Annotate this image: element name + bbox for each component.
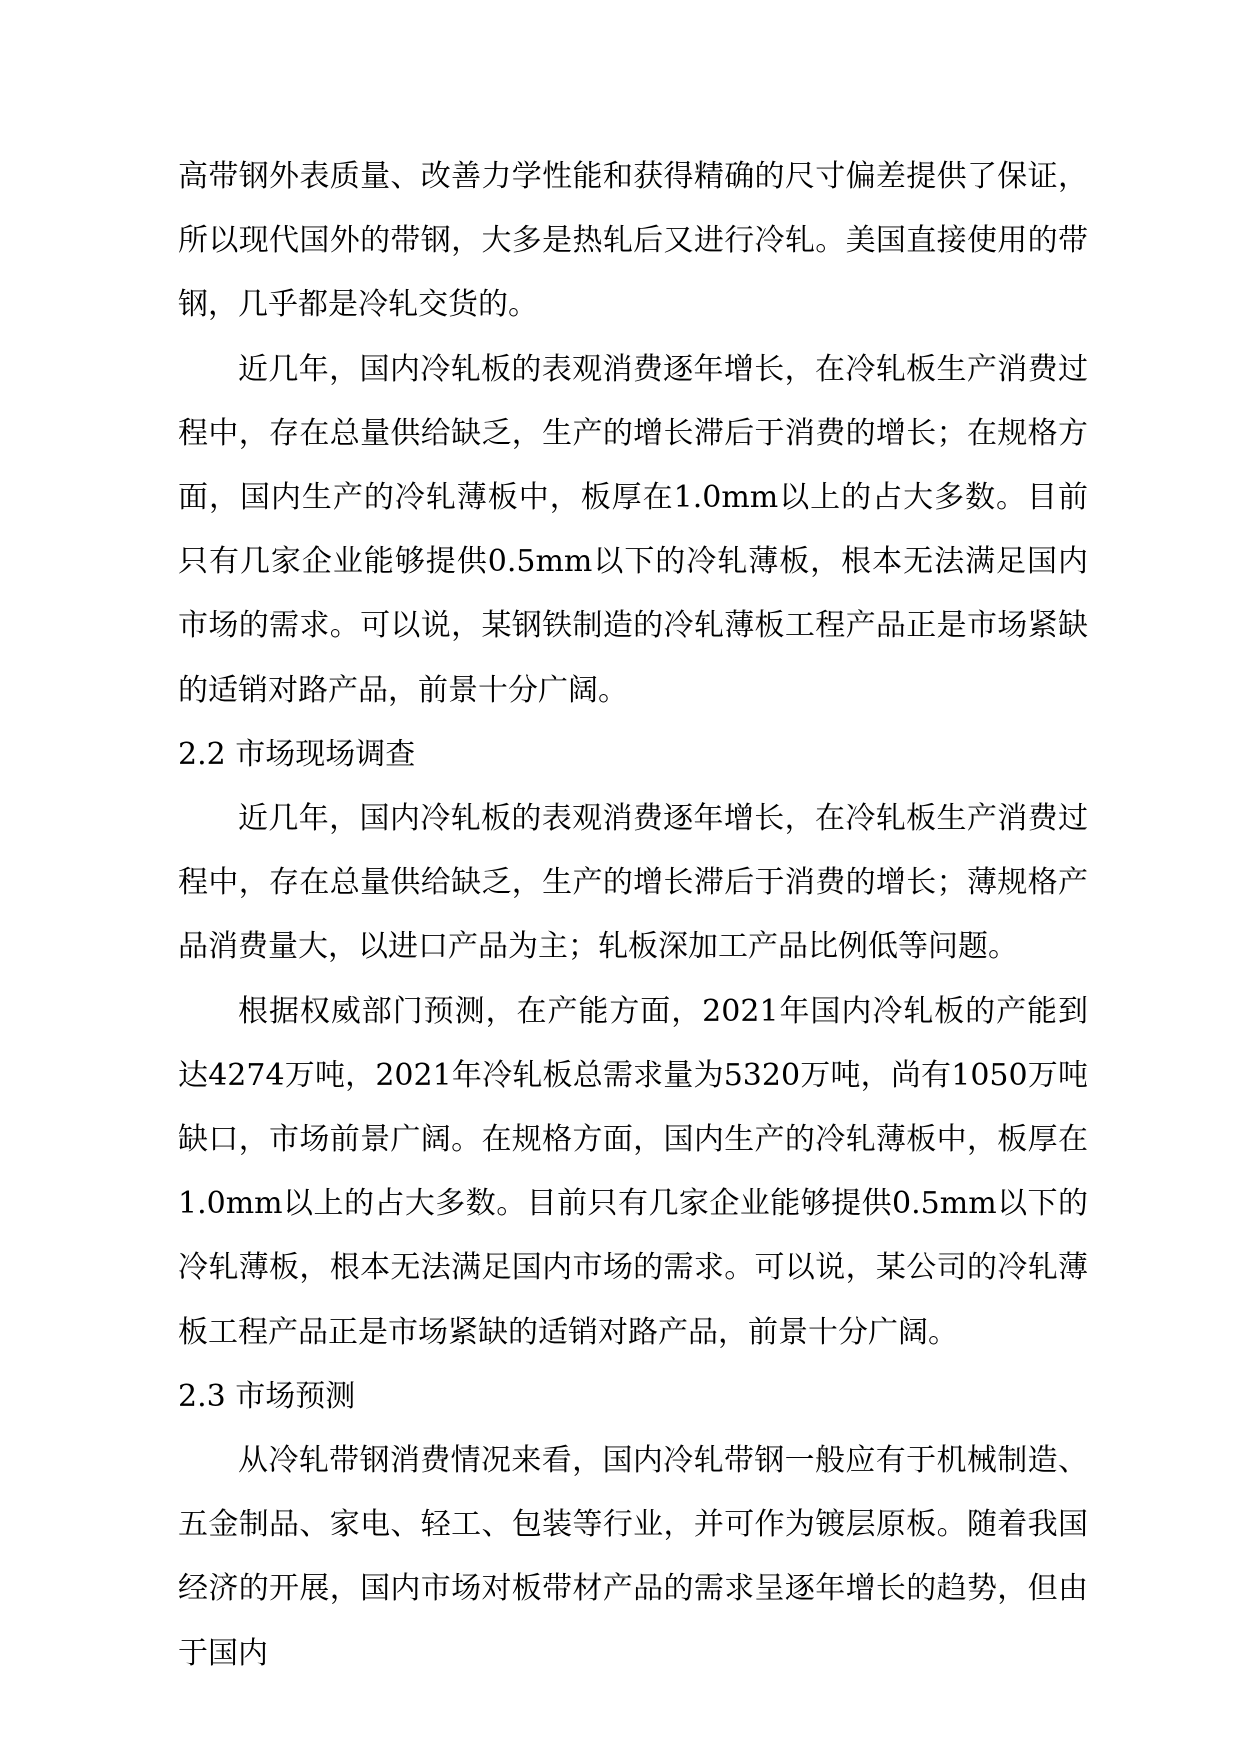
paragraph-cold-rolled-consumption: 近几年，国内冷轧板的表观消费逐年增长，在冷轧板生产消费过程中，存在总量供给缺乏，生产的增长滞后于消费的增长；在规格方面，国内生产的冷轧薄板中，板厚在1.0mm以上的占大多数。目前只有几家企业能够提供0.5mm以下的冷轧薄板，根本无法满足国内市场的需求。可以说，某钢铁制造的冷轧薄板工程产品正是市场紧缺的适销对路产品，前景十分广阔。 [178,351,1088,708]
paragraph-market-prediction: 从冷轧带钢消费情况来看，国内冷轧带钢一般应有于机械制造、五金制品、家电、轻工、包装等行业，并可作为镀层原板。随着我国经济的开展，国内市场对板带材产品的需求呈逐年增长的趋势，但由于国内 [178,1443,1088,1671]
paragraph-continuation: 高带钢外表质量、改善力学性能和获得精确的尺寸偏差提供了保证，所以现代国外的带钢，大多是热轧后又进行冷轧。美国直接使用的带钢，几乎都是冷轧交货的。 [178,159,1088,323]
paragraph-capacity-forecast: 根据权威部门预测，在产能方面，2021年国内冷轧板的产能到达4274万吨，2021年冷轧板总需求量为5320万吨，尚有1050万吨缺口，市场前景广阔。在规格方面，国内生产的冷轧薄板中，板厚在1.0mm以上的占大多数。目前只有几家企业能够提供0.5mm以下的冷轧薄板，根本无法满足国内市场的需求。可以说，某公司的冷轧薄板工程产品正是市场紧缺的适销对路产品，前景十分广阔。 [178,993,1088,1350]
paragraph-market-survey: 近几年，国内冷轧板的表观消费逐年增长，在冷轧板生产消费过程中，存在总量供给缺乏，生产的增长滞后于消费的增长；薄规格产品消费量大，以进口产品为主；轧板深加工产品比例低等问题。 [178,801,1088,965]
section-heading-2-2: 2.2 市场现场调查 [178,736,416,772]
document-page [178,145,1088,1686]
section-heading-2-3: 2.3 市场预测 [178,1378,356,1414]
